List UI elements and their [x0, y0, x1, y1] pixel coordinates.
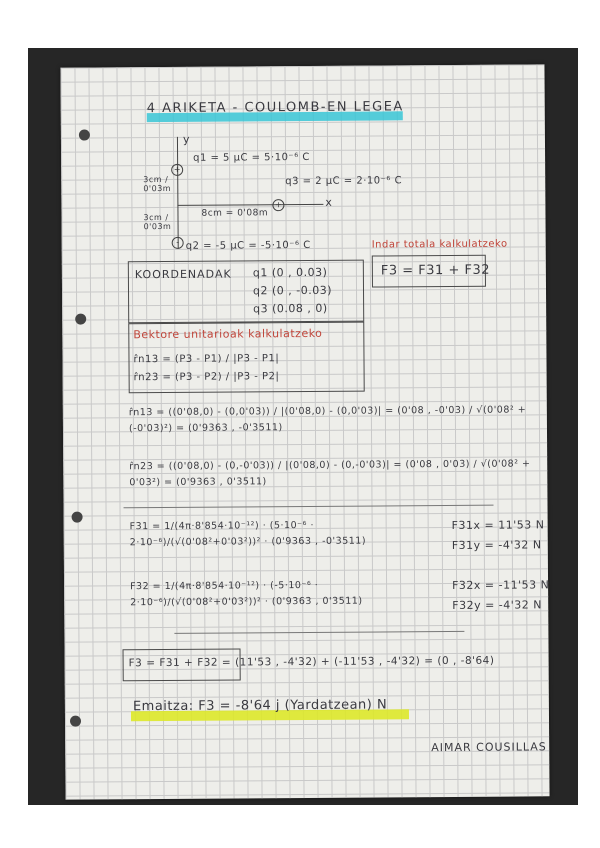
unit-vector-box: [128, 322, 364, 394]
total-force-note: Indar totala kalkulatzeko: [371, 238, 508, 251]
unit-vector-r23-definition: r̂n23 = (P3 - P2) / |P3 - P2|: [133, 371, 280, 384]
coordinates-box: [128, 260, 364, 324]
coordinate-q1: q1 (0 , 0.03): [252, 265, 328, 280]
distance-bottom-label: 3cm / 0'03m: [143, 212, 172, 232]
distance-top-label: 3cm / 0'03m: [143, 174, 172, 194]
force-f32x: F32x = -11'53 N: [452, 578, 550, 592]
author-signature: AIMAR COUSILLAS: [431, 740, 547, 755]
q2-label: q2 = -5 μC = -5·10⁻⁶ C: [185, 239, 311, 252]
force-f32-calculation: F32 = 1/(4π·8'854·10⁻¹²) · (-5·10⁻⁶ · 2·10⁻⁶)/(√(0'08²+0'03²))² · (0'9363 , 0'3511): [130, 579, 363, 609]
charge-q1: +: [171, 164, 183, 176]
binder-hole: [70, 716, 81, 727]
distance-horizontal-label: 8cm = 0'08m: [201, 208, 269, 219]
binder-hole: [72, 512, 83, 523]
binder-hole: [75, 314, 86, 325]
charge-q2: -: [172, 237, 184, 249]
force-f31y: F31y = -4'32 N: [451, 538, 542, 552]
unit-vector-r13-calculation: r̂n13 = ((0'08,0) - (0,0'03)) / |(0'08,0) - (0,0'03)| = (0'08 , -0'03) / √(0'08² + (-0'03)²) = (0'9363 , -0'3511): [128, 404, 527, 435]
coordinate-q2: q2 (0 , -0.03): [252, 283, 333, 298]
coordinates-heading: KOORDENADAK: [134, 267, 232, 282]
q1-label: q1 = 5 μC = 5·10⁻⁶ C: [193, 151, 310, 164]
q3-label: q3 = 2 μC = 2·10⁻⁶ C: [285, 175, 403, 188]
total-force-calculation: F3 = F31 + F32 = (11'53 , -4'32) + (-11'53 , -4'32) = (0 , -8'64): [128, 654, 495, 670]
force-f31-calculation: F31 = 1/(4π·8'854·10⁻¹²) · (5·10⁻⁶ · 2·10⁻⁶)/(√(0'08²+0'03²))² · (0'9363 , -0'3511): [129, 519, 367, 549]
unit-vector-r13-definition: r̂n13 = (P3 - P1) / |P3 - P1|: [133, 353, 280, 366]
force-f31x: F31x = 11'53 N: [451, 518, 545, 532]
x-axis: [177, 204, 323, 206]
y-axis-label: y: [182, 132, 191, 146]
total-force-formula: F3 = F31 + F32: [380, 262, 491, 279]
binder-hole: [79, 129, 90, 140]
separator-line: [174, 631, 464, 634]
coordinate-q3: q3 (0.08 , 0): [253, 301, 328, 316]
unit-vector-r23-calculation: r̂n23 = ((0'08,0) - (0,-0'03)) / |(0'08,0) - (0,-0'03)| = (0'08 , 0'03) / √(0'08² + 0'03²) = (0'9363 , 0'3511): [129, 458, 531, 489]
x-axis-label: x: [325, 195, 333, 209]
notebook-page: [60, 64, 549, 799]
separator-line: [124, 505, 494, 509]
total-force-box: [372, 255, 491, 288]
y-axis: [177, 137, 179, 249]
page-title: 4 ARIKETA - COULOMB-EN LEGEA: [146, 99, 404, 117]
force-f32y: F32y = -4'32 N: [452, 598, 543, 612]
unit-vector-heading: Bektore unitarioak kalkulatzeko: [133, 326, 323, 342]
result-text: Emaitza: F3 = -8'64 j (Yardatzean) N: [132, 697, 388, 715]
charge-q3: +: [272, 199, 284, 211]
